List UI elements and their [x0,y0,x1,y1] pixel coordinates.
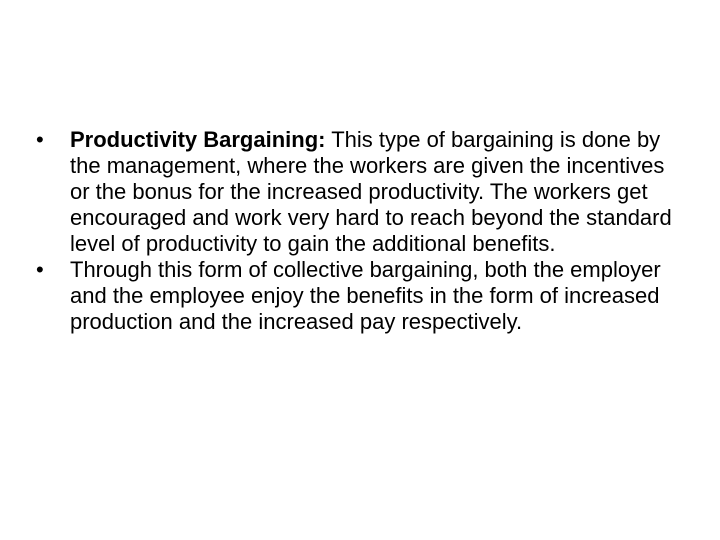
bullet-marker: • [36,127,44,152]
bullet-list [36,127,676,335]
bullet-text: This type of bargaining is done by the management, where the workers are given the incentives or the bonus for the increased productivity. The workers get encouraged and work very hard to reach beyond the standard level of productivity to gain the additional benefits. [70,127,672,256]
bullet-marker: • [36,257,44,282]
bullet-term: Productivity Bargaining: [70,127,326,152]
bullet-text: Through this form of collective bargaining, both the employer and the employee enjoy the benefits in the form of increased production and the increased pay respectively. [70,257,661,334]
bullet-item-productivity-bargaining [36,127,676,257]
bullet-item-collective-bargaining [36,257,676,335]
